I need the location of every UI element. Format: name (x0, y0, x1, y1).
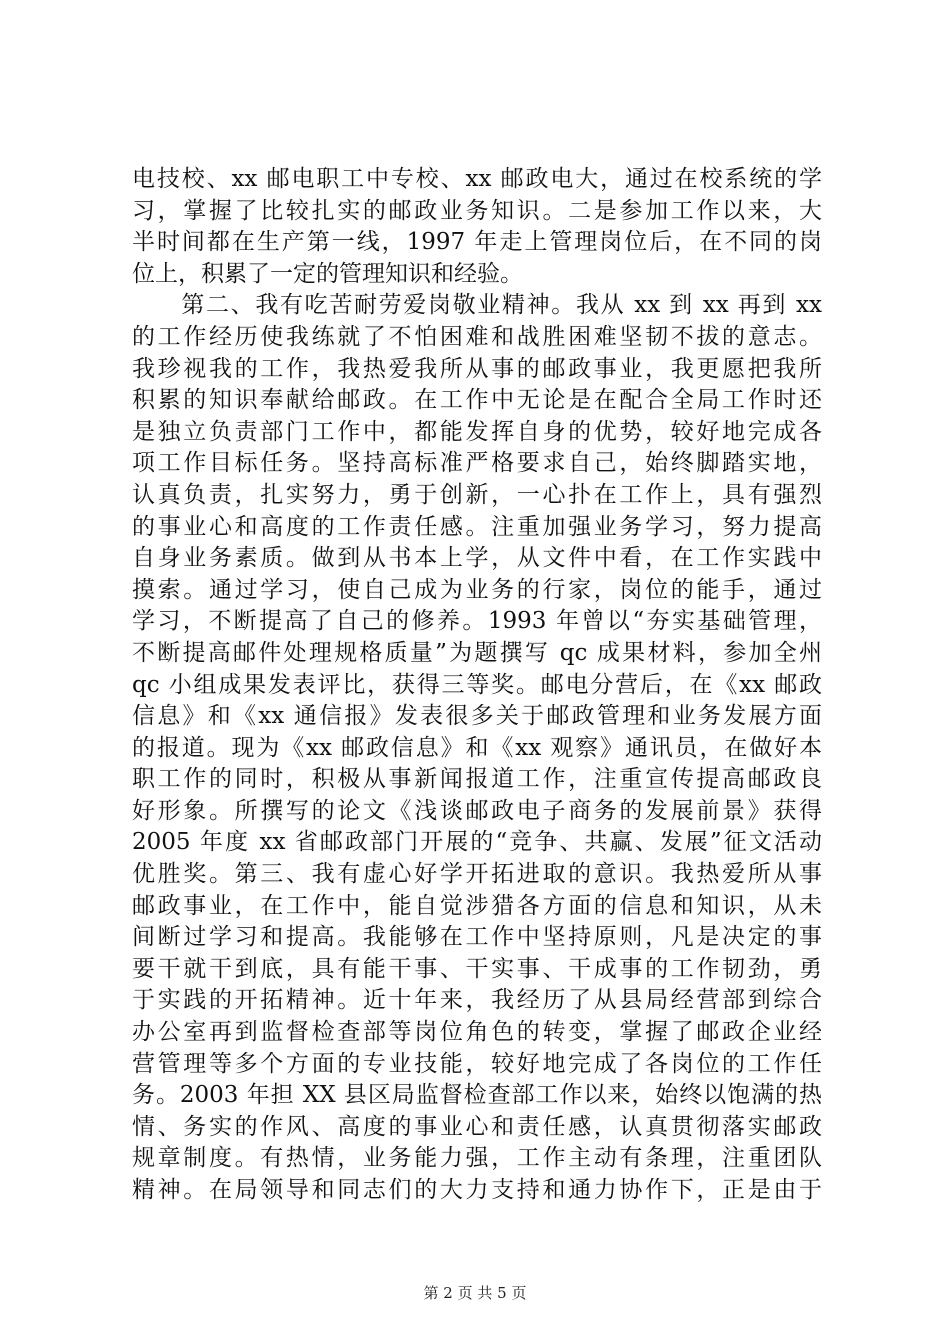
page-number-footer: 第 2 页 共 5 页 (423, 1284, 527, 1302)
text-line: 信息》和《xx 通信报》发表很多关于邮政管理和业务发展方面 (132, 703, 822, 730)
text-line: 是独立负责部门工作中，都能发挥自身的优势，较好地完成各 (132, 418, 822, 445)
text-line: 办公室再到监督检查部等岗位角色的转变，掌握了邮政企业经 (132, 1019, 822, 1046)
text-line: 规章制度。有热情，业务能力强，工作主动有条理，注重团队 (132, 1145, 822, 1172)
text-line: 邮政事业，在工作中，能自觉涉猎各方面的信息和知识，从未 (132, 892, 822, 919)
text-line: 优胜奖。第三、我有虚心好学开拓进取的意识。我热爱所从事 (132, 861, 822, 888)
text-line: 摸索。通过学习，使自己成为业务的行家，岗位的能手，通过 (132, 576, 822, 603)
text-line: 职工作的同时，积极从事新闻报道工作，注重宣传提高邮政良 (132, 766, 822, 793)
body-text (132, 164, 822, 1207)
text-line: 半时间都在生产第一线，1997 年走上管理岗位后，在不同的岗 (132, 229, 822, 256)
text-line: 好形象。所撰写的论文《浅谈邮政电子商务的发展前景》获得 (132, 797, 822, 824)
text-line: 习，掌握了比较扎实的邮政业务知识。二是参加工作以来，大 (132, 197, 822, 224)
text-line: 我珍视我的工作，我热爱我所从事的邮政事业，我更愿把我所 (132, 355, 822, 382)
text-line: 精神。在局领导和同志们的大力支持和通力协作下，正是由于 (132, 1177, 822, 1203)
text-line: 要干就干到底，具有能干事、干实事、干成事的工作韧劲，勇 (132, 955, 822, 982)
text-line: 认真负责，扎实努力，勇于创新，一心扑在工作上，具有强烈 (132, 481, 822, 508)
text-line: 积累的知识奉献给邮政。在工作中无论是在配合全局工作时还 (132, 387, 822, 414)
text-line: qc 小组成果发表评比，获得三等奖。邮电分营后，在《xx 邮政 (132, 671, 822, 698)
text-line: 2005 年度 xx 省邮政部门开展的“竞争、共赢、发展”征文活动 (132, 829, 822, 856)
text-line: 自身业务素质。做到从书本上学，从文件中看，在工作实践中 (132, 545, 822, 572)
text-line: 不断提高邮件处理规格质量”为题撰写 qc 成果材料，参加全州 (132, 639, 822, 666)
text-line: 情、务实的作风、高度的事业心和责任感，认真贯彻落实邮政 (132, 1113, 822, 1140)
text-line: 的报道。现为《xx 邮政信息》和《xx 观察》通讯员，在做好本 (132, 734, 822, 761)
text-line: 于实践的开拓精神。近十年来，我经历了从县局经营部到综合 (132, 987, 822, 1014)
text-line: 位上，积累了一定的管理知识和经验。 (132, 260, 523, 287)
text-line: 项工作目标任务。坚持高标准严格要求自己，始终脚踏实地， (132, 450, 822, 477)
text-line: 务。2003 年担 XX 县区局监督检查部工作以来，始终以饱满的热 (132, 1082, 822, 1109)
text-line: 营管理等多个方面的专业技能，较好地完成了各岗位的工作任 (132, 1050, 822, 1077)
text-line: 的工作经历使我练就了不怕困难和战胜困难坚韧不拔的意志。 (132, 323, 822, 350)
text-line: 的事业心和高度的工作责任感。注重加强业务学习，努力提高 (132, 513, 822, 540)
text-line: 间断过学习和提高。我能够在工作中坚持原则，凡是决定的事 (132, 924, 822, 951)
text-line: 电技校、xx 邮电职工中专校、xx 邮政电大，通过在校系统的学 (132, 166, 822, 192)
text-line: 学习，不断提高了自己的修养。1993 年曾以“夯实基础管理， (132, 608, 822, 635)
text-line: 第二、我有吃苦耐劳爱岗敬业精神。我从 xx 到 xx 再到 xx (132, 292, 822, 319)
